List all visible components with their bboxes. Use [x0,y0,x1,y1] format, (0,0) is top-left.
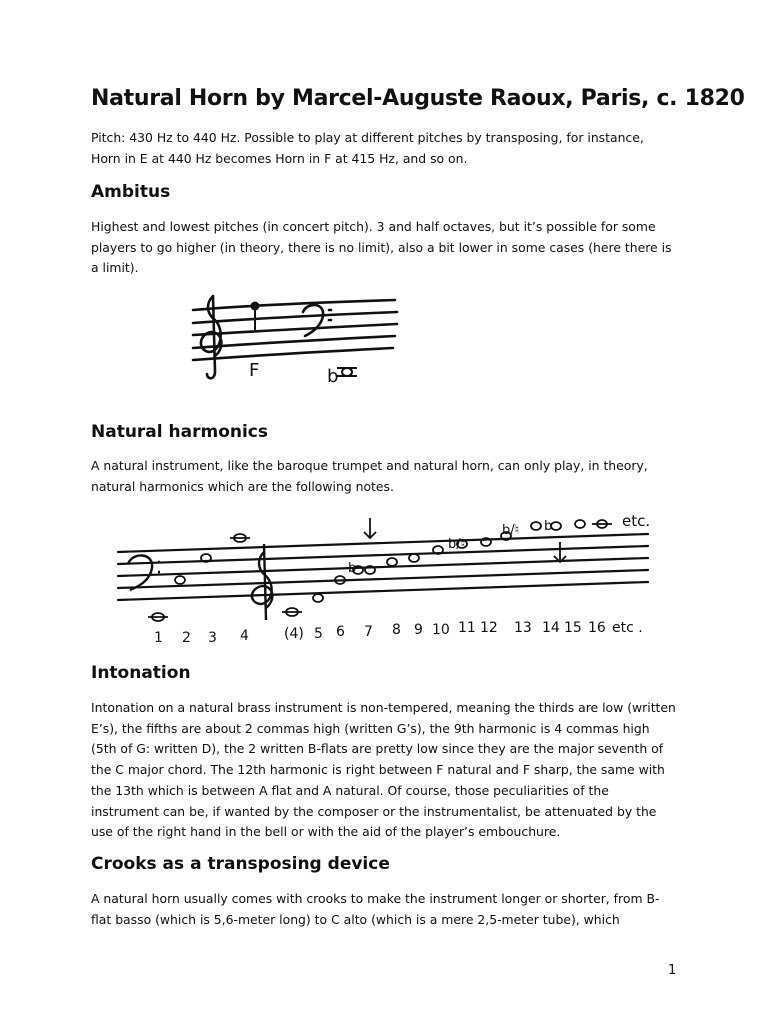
heading-natural-harmonics: Natural harmonics [91,422,269,442]
page-title: Natural Horn by Marcel-Auguste Raoux, Paris, c. 1820 [91,86,745,111]
heading-crooks: Crooks as a transposing device [91,854,390,874]
ambitus-paragraph: Highest and lowest pitches (in concert pitch). 3 and half octaves, but it’s possible for some players to go higher (in theory, there is no limit), also a bit lower in some cases (here there is a limit). [91,219,672,276]
accidental-mark: b [544,519,553,534]
top-etc-label: etc. [622,512,651,530]
staff-lines [193,300,397,360]
arrow-down-icon [554,542,566,562]
harmonics-staff-figure [108,512,668,652]
harmonic-number: 8 [392,622,401,638]
accidental-mark: b/♮ [502,523,520,538]
accidental-mark: b [348,561,357,576]
bass-clef-icon [128,555,160,590]
bass-clef-icon [303,305,331,336]
accidental-mark: b/♮ [448,537,466,552]
harmonic-number: 15 [564,620,582,636]
crooks-paragraph: A natural horn usually comes with crooks to make the instrument longer or shorter, from B-flat basso (which is 5,6-meter long) to C alto (which is a mere 2,5-meter tube), which [91,891,660,927]
harmonic-number: 7 [364,624,373,640]
harmonic-number: 2 [182,630,191,646]
harmonic-number: 11 [458,620,476,636]
heading-ambitus: Ambitus [91,182,171,202]
harmonic-number: 1 [154,630,163,646]
harmonic-number: 6 [336,624,345,640]
arrow-down-icon [364,518,376,538]
harmonic-number-labels [154,620,643,646]
ambitus-staff-figure [185,290,405,390]
harmonic-number: (4) [284,626,304,642]
harmonic-number: 3 [208,630,217,646]
harmonic-number: 4 [240,628,249,644]
harmonics-paragraph: A natural instrument, like the baroque trumpet and natural horn, can only play, in theory, natural harmonics which are the following notes. [91,458,648,494]
harmonic-number: 13 [514,620,532,636]
intonation-paragraph: Intonation on a natural brass instrument is non-tempered, meaning the thirds are low (written E’s), the fifths are about 2 commas high (written G’s), the 9th harmonic is 4 commas high (5th of G: written D), the 2 written B-flats are pretty low since they are the major seventh of the C major chord. The 12th harmonic is right between F natural and F sharp, the same with the 13th which is between A flat and A natural. Of course, those peculiarities of the instrument can be, if wanted by the composer or the instrumentalist, be attenuated by the use of the right hand in the bell or with the aid of the player’s embouchure. [91,700,676,840]
ambitus-low-label: F [249,360,260,381]
harmonic-number: 14 [542,620,560,636]
harmonic-number: 9 [414,622,423,638]
pitch-paragraph: Pitch: 430 Hz to 440 Hz. Possible to play at different pitches by transposing, for instance, Horn in E at 440 Hz becomes Horn in F at 415 Hz, and so on. [91,130,644,166]
harmonic-notes [148,520,612,621]
low-b-flat-note [337,368,357,376]
harmonic-number: 16 [588,620,606,636]
treble-clef-icon [252,544,272,620]
page-number: 1 [668,963,677,978]
harmonic-number: etc . [612,620,643,636]
harmonic-number: 5 [314,626,323,642]
ambitus-high-label: b [327,366,339,387]
heading-intonation: Intonation [91,663,191,683]
harmonic-number: 10 [432,622,450,638]
harmonics-staff-lines [118,534,648,600]
harmonic-number: 12 [480,620,498,636]
